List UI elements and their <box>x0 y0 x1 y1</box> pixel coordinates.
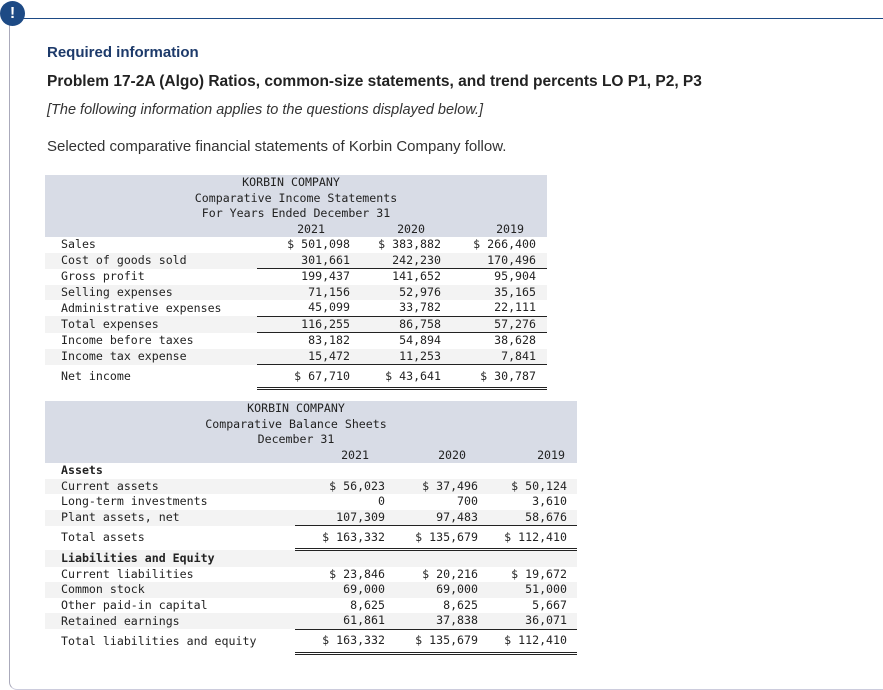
row-value: $ 112,410 <box>488 629 577 653</box>
company-name: KORBIN COMPANY <box>45 401 577 417</box>
row-value: 51,000 <box>488 582 577 598</box>
row-label: Other paid-in capital <box>61 597 208 612</box>
row-value: $ 30,787 <box>453 365 547 389</box>
section-heading: Liabilities and Equity <box>45 550 295 567</box>
row-label: Sales <box>61 237 96 252</box>
row-value: $ 163,332 <box>295 526 391 550</box>
table-row <box>45 269 547 285</box>
statement-period: December 31 <box>45 432 577 448</box>
year-header: 2019 <box>453 222 547 238</box>
row-value: 69,000 <box>391 582 488 598</box>
table-row <box>45 253 547 269</box>
row-value: 97,483 <box>391 510 488 526</box>
section-heading-row <box>45 463 577 479</box>
year-header: 2020 <box>360 222 453 238</box>
row-value: 11,253 <box>360 349 453 365</box>
row-value: 8,625 <box>443 597 478 612</box>
year-header: 2021 <box>295 448 391 464</box>
row-label: Current liabilities <box>61 566 194 581</box>
row-value: 7,841 <box>453 349 547 365</box>
row-value: 15,472 <box>257 349 360 365</box>
table-row <box>45 567 577 583</box>
problem-title: Problem 17-2A (Algo) Ratios, common-size statements, and trend percents LO P1, P2, P3 <box>47 73 702 90</box>
statement-title: Comparative Income Statements <box>45 191 547 207</box>
row-value: 199,437 <box>301 269 350 284</box>
table-row <box>45 365 547 389</box>
row-value: $ 163,332 <box>295 629 391 653</box>
row-value: $ 19,672 <box>511 566 567 581</box>
intro-text: Selected comparative financial statements of Korbin Company follow. <box>47 138 507 155</box>
row-value: $ 50,124 <box>488 479 577 495</box>
row-label: Administrative expenses <box>61 300 222 315</box>
row-value: 35,165 <box>453 285 547 301</box>
row-value: 45,099 <box>257 300 360 316</box>
row-label: Income before taxes <box>61 333 194 347</box>
row-value: 301,661 <box>257 253 360 269</box>
row-value: 86,758 <box>360 316 453 333</box>
row-value: 141,652 <box>392 269 441 284</box>
year-header: 2021 <box>257 222 360 238</box>
section-heading: Assets <box>61 463 103 478</box>
table-row <box>45 285 547 301</box>
row-label: Income tax expense <box>45 349 257 365</box>
row-value: 242,230 <box>360 253 453 269</box>
row-value: $ 383,882 <box>378 237 441 252</box>
table-row <box>45 629 577 653</box>
row-label: Gross profit <box>61 269 145 283</box>
row-label: Retained earnings <box>45 613 295 629</box>
row-label: Total liabilities and equity <box>61 633 257 648</box>
company-name: KORBIN COMPANY <box>45 175 547 191</box>
table-row <box>45 613 577 629</box>
row-value: 116,255 <box>257 316 360 333</box>
row-value: 33,782 <box>360 300 453 316</box>
row-value: 36,071 <box>488 613 577 629</box>
row-value: 54,894 <box>399 333 441 348</box>
row-value: 52,976 <box>360 285 453 301</box>
section-heading-row <box>45 550 577 567</box>
table-row <box>45 333 547 349</box>
row-value: $ 112,410 <box>488 526 577 550</box>
statement-period: For Years Ended December 31 <box>45 206 547 222</box>
row-label: Net income <box>61 369 131 383</box>
row-value: 38,628 <box>494 333 536 348</box>
row-value: $ 23,846 <box>329 566 385 581</box>
table-row <box>45 526 577 550</box>
row-value: 71,156 <box>257 285 360 301</box>
row-value: $ 501,098 <box>287 237 350 252</box>
balance-sheet-table <box>45 401 577 655</box>
table-row <box>45 479 577 495</box>
row-value: 57,276 <box>453 316 547 333</box>
statement-title: Comparative Balance Sheets <box>45 417 577 433</box>
row-value: $ 135,679 <box>391 629 488 653</box>
row-label: Total assets <box>61 530 145 544</box>
row-value: $ 43,641 <box>360 365 453 389</box>
row-value: $ 67,710 <box>257 365 360 389</box>
row-value: 0 <box>378 494 385 509</box>
row-value: 700 <box>457 494 478 509</box>
year-header: 2020 <box>391 448 488 464</box>
row-value: 61,861 <box>295 613 391 629</box>
row-value: $ 37,496 <box>391 479 488 495</box>
table-row <box>45 582 577 598</box>
row-value: 58,676 <box>488 510 577 526</box>
row-value: 170,496 <box>453 253 547 269</box>
alert-icon: ! <box>0 1 25 26</box>
row-value: 22,111 <box>453 300 547 316</box>
row-value: 69,000 <box>295 582 391 598</box>
table-row <box>45 316 547 333</box>
row-label: Plant assets, net <box>45 510 295 526</box>
row-value: $ 135,679 <box>391 526 488 550</box>
row-label: Total expenses <box>45 316 257 333</box>
row-value: 5,667 <box>532 597 567 612</box>
row-label: Selling expenses <box>45 285 257 301</box>
info-note: [The following information applies to the questions displayed below.] <box>47 102 484 118</box>
row-value: 107,309 <box>295 510 391 526</box>
table-row <box>45 510 577 526</box>
table-row <box>45 349 547 365</box>
row-label: Long-term investments <box>61 494 208 509</box>
table-row <box>45 494 577 510</box>
row-value: 83,182 <box>308 333 350 348</box>
row-value: $ 20,216 <box>422 566 478 581</box>
table-row <box>45 300 547 316</box>
table-row <box>45 598 577 614</box>
row-value: $ 266,400 <box>473 237 536 252</box>
row-value: 95,904 <box>494 269 536 284</box>
row-label: Cost of goods sold <box>45 253 257 269</box>
required-information-heading: Required information <box>47 44 199 61</box>
row-label: Current assets <box>45 479 295 495</box>
table-row <box>45 237 547 253</box>
row-label: Common stock <box>45 582 295 598</box>
year-header: 2019 <box>488 448 577 464</box>
row-value: 3,610 <box>532 494 567 509</box>
row-value: 8,625 <box>350 597 385 612</box>
row-value: $ 56,023 <box>295 479 391 495</box>
row-value: 37,838 <box>391 613 488 629</box>
income-statement-table <box>45 175 547 390</box>
